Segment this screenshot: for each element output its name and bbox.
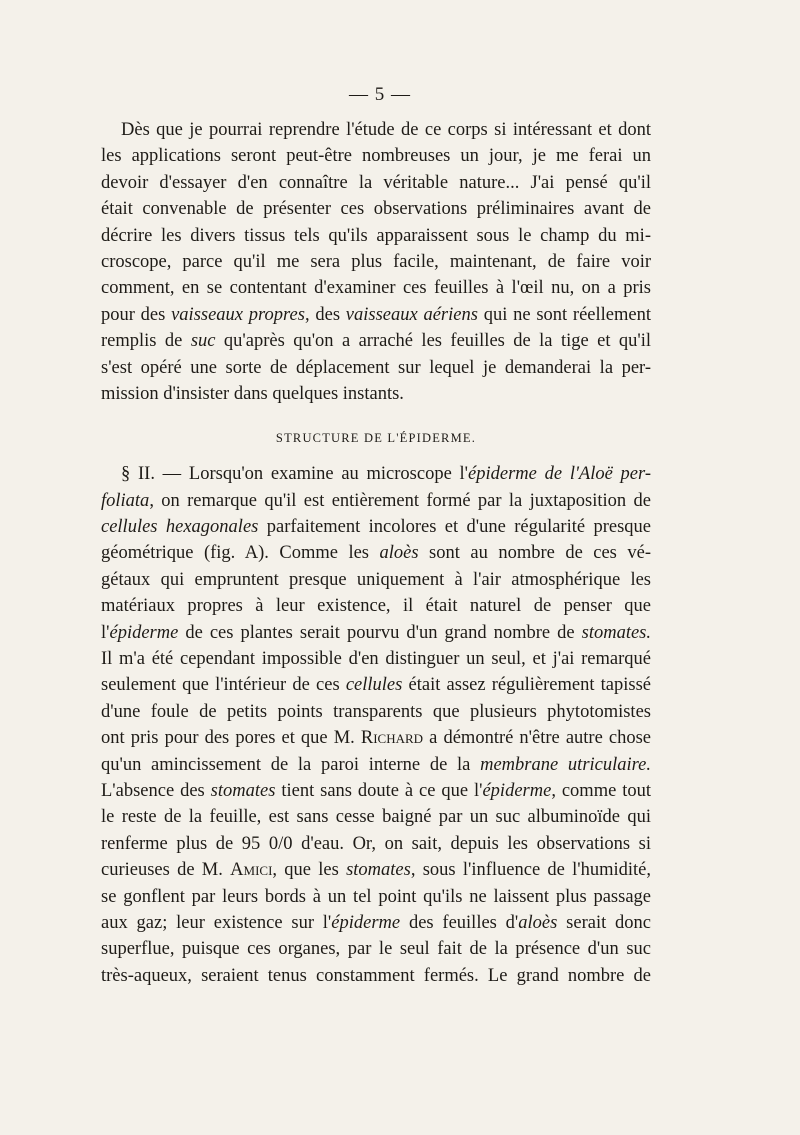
text-run: d'une foule de petits points transparents que plusieurs phytotomistes [101, 701, 651, 722]
text-run: devoir d'essayer d'en connaître la véritable nature... J'ai pensé qu'il [101, 172, 651, 193]
text-run: gétaux qui empruntent presque uniquement à l'air atmosphérique les [101, 569, 651, 590]
section-heading: STRUCTURE DE L'ÉPIDERME. [275, 431, 477, 446]
italic-text: épiderme [331, 912, 401, 933]
text-run: les applications seront peut-être nombreuses un jour, je me ferai un [101, 146, 651, 167]
text-run: se gonflent par leurs bords à un tel point qu'ils ne laissent plus passage [101, 886, 651, 907]
text-run: curieuses de M. [101, 860, 231, 881]
text-run: géométrique (fig. A). Comme les [101, 543, 380, 564]
text-line [101, 355, 651, 381]
body-text [101, 117, 651, 989]
italic-text: vaisseaux propres [171, 304, 305, 325]
text-run: ont pris pour des pores et que M. [101, 728, 361, 749]
text-line [101, 328, 651, 354]
text-run: croscope, parce qu'il me sera plus facile, maintenant, de faire voir [101, 251, 651, 272]
text-run: le reste de la feuille, est sans cesse baigné par un suc albuminoïde qui [101, 807, 651, 828]
smallcaps-name: Richard [360, 728, 424, 749]
page-number: — 5 — [349, 84, 411, 105]
text-line [101, 196, 651, 222]
text-line [101, 646, 651, 672]
text-run: l' [101, 622, 110, 643]
text-run: sont au nombre de ces vé- [418, 543, 651, 564]
text-run: très-aqueux, seraient tenus constamment fermés. Le grand nombre de [101, 965, 651, 986]
text-line [101, 804, 651, 830]
text-line [101, 910, 651, 936]
text-line [101, 117, 651, 143]
paragraph-section-2 [101, 461, 651, 989]
text-run: Dès que je pourrai reprendre l'étude de ce corps si intéressant et dont [121, 120, 651, 140]
italic-text: cellules [345, 675, 403, 696]
text-run: des feuilles d' [400, 912, 519, 933]
text-line [101, 620, 651, 646]
text-line [101, 884, 651, 910]
text-run: remplis de [101, 331, 191, 352]
text-run: pour des [101, 304, 172, 325]
italic-text: épiderme [109, 622, 179, 643]
text-run: qui ne sont réellement [477, 304, 651, 325]
text-line [101, 488, 651, 514]
text-line [101, 567, 651, 593]
italic-text: épiderme [482, 780, 552, 801]
text-line [101, 143, 651, 169]
text-line [101, 540, 651, 566]
italic-text: suc [190, 331, 216, 352]
text-run: seulement que l'intérieur de ces [101, 675, 346, 696]
text-line [101, 514, 651, 540]
text-line [101, 857, 651, 883]
text-run: , sous l'influence de l'humidité, [410, 860, 652, 881]
text-run: L'absence des [101, 780, 211, 801]
text-line [101, 963, 651, 989]
italic-text: stomates [210, 780, 276, 801]
text-run: renferme plus de 95 0/0 d'eau. Or, on sait, depuis les observations si [101, 833, 651, 854]
paragraph-intro [101, 117, 651, 407]
text-run: s'est opéré une sorte de déplacement sur lequel je demanderai la per- [101, 357, 651, 378]
text-run: mission d'insister dans quelques instants. [101, 383, 404, 404]
italic-text: aloès [379, 543, 419, 564]
text-line [101, 936, 651, 962]
text-run: § II. — Lorsqu'on examine au microscope l' [121, 464, 469, 485]
text-run: matériaux propres à leur existence, il était naturel de penser que [101, 596, 651, 617]
text-run: de ces plantes serait pourvu d'un grand nombre de [178, 622, 582, 643]
text-run: était convenable de présenter ces observations préliminaires avant de [101, 199, 651, 220]
text-run: , on remarque qu'il est entièrement formé par la juxtaposition de [149, 490, 651, 511]
text-line [101, 672, 651, 698]
text-line [101, 275, 651, 301]
text-line [101, 725, 651, 751]
italic-text: vaisseaux aériens [345, 304, 478, 325]
text-line [101, 302, 651, 328]
text-run: qu'après qu'on a arraché les feuilles de la tige et qu'il [215, 331, 651, 352]
text-run: parfaitement incolores et d'une régularité presque [258, 517, 651, 538]
text-run: aux gaz; leur existence sur l' [101, 912, 332, 933]
italic-text: aloès [518, 912, 558, 933]
text-line [101, 831, 651, 857]
text-run: a démontré n'être autre chose [423, 728, 651, 749]
text-run: décrire les divers tissus tels qu'ils apparaissent sous le champ du mi- [101, 225, 651, 246]
text-run: était assez régulièrement tapissé [402, 675, 652, 696]
text-line [101, 778, 651, 804]
smallcaps-name: Amici [230, 860, 273, 881]
italic-text: épiderme de l'Aloë per- [468, 464, 652, 485]
text-line [101, 461, 651, 487]
text-line [101, 381, 651, 407]
text-run: qu'un amincissement de la paroi interne de la [101, 754, 481, 775]
italic-text: cellules hexagonales [101, 517, 259, 538]
text-line [101, 752, 651, 778]
italic-text: foliata [101, 490, 150, 511]
text-run: , des [304, 304, 346, 325]
text-line [101, 593, 651, 619]
text-run: serait donc [557, 912, 651, 933]
italic-text: stomates [346, 860, 411, 881]
text-line [101, 249, 651, 275]
italic-text: membrane utriculaire. [480, 754, 651, 775]
text-run: tient sans doute à ce que l' [275, 780, 483, 801]
italic-text: stomates. [581, 622, 651, 643]
text-run: , comme tout [551, 780, 651, 801]
text-line [101, 170, 651, 196]
text-run: Il m'a été cependant impossible d'en distinguer un seul, et j'ai remarqué [101, 649, 651, 670]
text-run: , que les [272, 860, 347, 881]
text-line [101, 699, 651, 725]
text-run: comment, en se contentant d'examiner ces feuilles à l'œil nu, on a pris [101, 278, 651, 299]
text-run: superflue, puisque ces organes, par le seul fait de la présence d'un suc [101, 939, 651, 960]
text-line [101, 223, 651, 249]
